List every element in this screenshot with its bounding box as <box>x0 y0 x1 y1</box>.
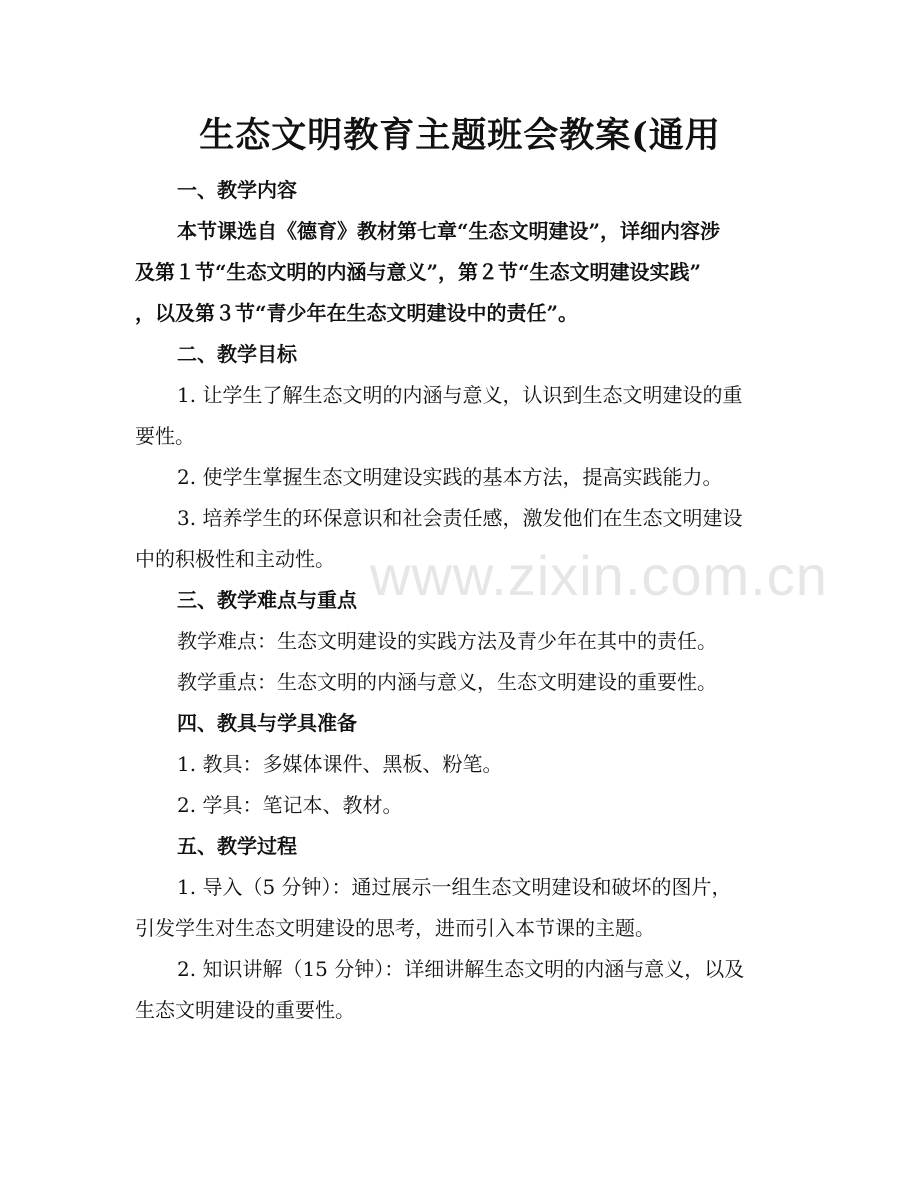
content-paragraph-line-3: ，以及第３节“青少年在生态文明建设中的责任”。 <box>135 301 579 325</box>
section-heading-content: 一、教学内容 <box>177 178 297 202</box>
teaching-difficulty: 教学难点：生态文明建设的实践方法及青少年在其中的责任。 <box>177 629 717 653</box>
content-paragraph-line-2: 及第１节“生态文明的内涵与意义”，第２节“生态文明建设实践” <box>135 260 702 284</box>
section-heading-difficulties: 三、教学难点与重点 <box>177 588 357 612</box>
document-title: 生态文明教育主题班会教案(通用 <box>199 115 721 156</box>
teaching-key-point: 教学重点：生态文明的内涵与意义，生态文明建设的重要性。 <box>177 670 717 694</box>
objective-2: 2. 使学生掌握生态文明建设实践的基本方法，提高实践能力。 <box>177 465 723 489</box>
objective-3-line-2: 中的积极性和主动性。 <box>135 547 335 571</box>
process-step-2-line-2: 生态文明建设的重要性。 <box>135 998 355 1022</box>
material-teacher: 1. 教具：多媒体课件、黑板、粉笔。 <box>177 752 503 776</box>
process-step-2-line-1: 2. 知识讲解（15 分钟）：详细讲解生态文明的内涵与意义，以及 <box>177 957 745 981</box>
content-paragraph-line-1: 本节课选自《德育》教材第七章“生态文明建设”，详细内容涉 <box>177 219 721 243</box>
process-step-1-line-2: 引发学生对生态文明建设的思考，进而引入本节课的主题。 <box>135 916 655 940</box>
section-heading-objectives: 二、教学目标 <box>177 342 297 366</box>
process-step-1-line-1: 1. 导入（5 分钟）：通过展示一组生态文明建设和破坏的图片， <box>177 875 732 899</box>
objective-3-line-1: 3. 培养学生的环保意识和社会责任感，激发他们在生态文明建设 <box>177 506 743 530</box>
section-heading-process: 五、教学过程 <box>177 834 297 858</box>
material-student: 2. 学具：笔记本、教材。 <box>177 793 403 817</box>
objective-1-line-2: 要性。 <box>135 424 195 448</box>
document-body <box>135 170 785 1031</box>
watermark: www.zixin.com.cn <box>370 544 828 607</box>
objective-1-line-1: 1. 让学生了解生态文明的内涵与意义，认识到生态文明建设的重 <box>177 383 743 407</box>
section-heading-materials: 四、教具与学具准备 <box>177 711 357 735</box>
